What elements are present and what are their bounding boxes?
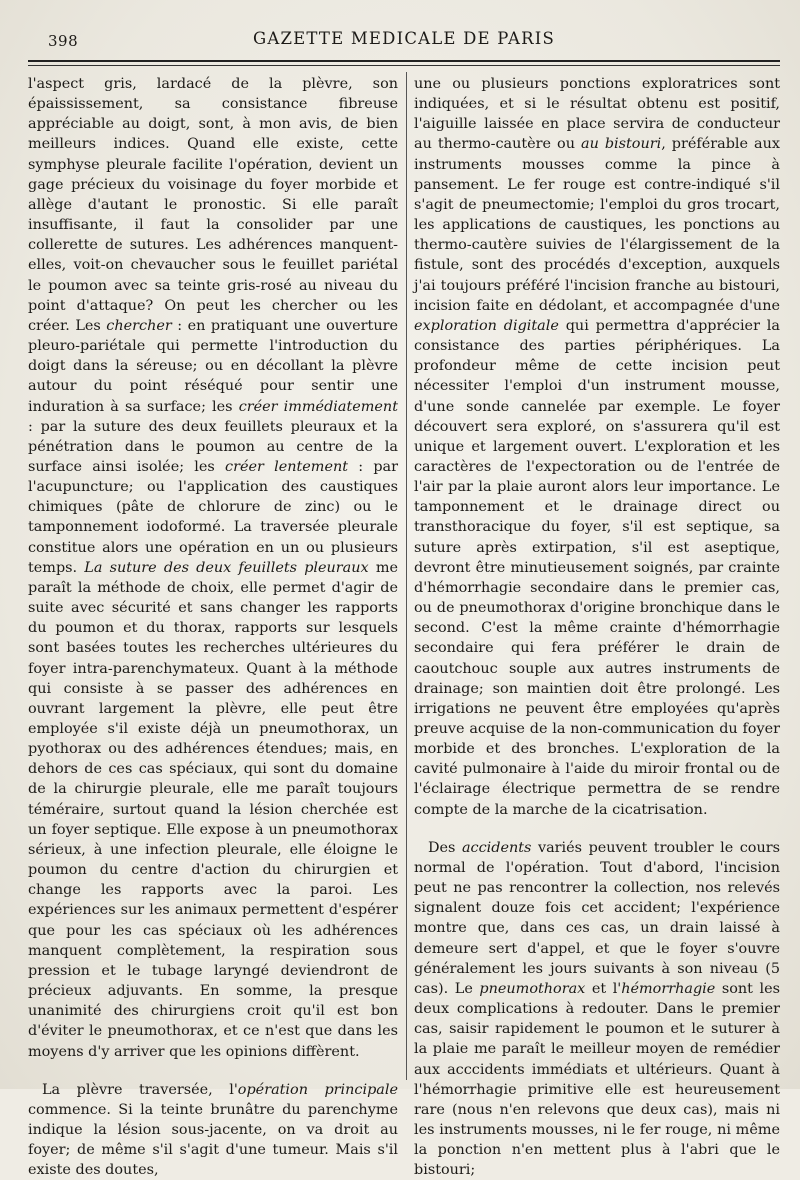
text-run: une ou plusieurs ponctions exploratrices sont indiquées, et si le résultat obtenu est positif, l'aiguille laissée en place servira de conducteur au thermo-cautère ou bbox=[414, 76, 780, 153]
paragraph bbox=[28, 1080, 398, 1180]
italic-text: La suture des deux feuillets pleuraux bbox=[84, 559, 369, 576]
right-column bbox=[414, 74, 780, 1180]
text-run: et l' bbox=[585, 980, 622, 997]
paragraph bbox=[28, 74, 398, 1062]
italic-text: accidents bbox=[461, 839, 532, 856]
italic-text: au bistouri bbox=[580, 136, 662, 153]
text-run: La plèvre traversée, l' bbox=[42, 1081, 238, 1098]
text-run: l'aspect gris, lardacé de la plèvre, son épaississement, sa consistance fibreuse appréciable au doigt, sont, à mon avis, de bien meilleurs indices. Quand elle existe, cette symphyse pleurale facilite l'opération, devient un gage précieux du voisinage du foyer morbide et allège d'autant le pronostic. Si elle paraît insuffisante, il faut la consolider par une collerette de sutures. Les adhérences manquent-elles, voit-on chevaucher sous le feuillet pariétal le poumon avec sa teinte gris-rosé au niveau du point d'attaque? On peut les chercher ou les créer. Les bbox=[28, 76, 398, 334]
page-header bbox=[26, 22, 782, 58]
journal-title: GAZETTE MEDICALE DE PARIS bbox=[253, 29, 555, 48]
text-run: variés peuvent troubler le cours normal de l'opération. Tout d'abord, l'incision peut ne pas rencontrer la collection, nos relevés signalent douze fois cet accident; l'expérience montre que, dans ces cas, un drain laissé à demeure sert d'appel, et que le foyer s'ouvre généralement les jours suivants à son niveau (5 cas). Le bbox=[414, 839, 781, 997]
text-run: : en pratiquant une ouverture pleuro-pariétale qui permette l'introduction du doigt dans la séreuse; ou en décollant la plèvre autour du point réséqué pour sentir une induration à sa surface; les bbox=[28, 317, 398, 415]
page-number: 398 bbox=[48, 32, 79, 50]
paragraph bbox=[414, 74, 780, 820]
text-run: : par la suture des deux feuillets pleuraux et la pénétration dans le poumon au centre de la surface ainsi isolée; les bbox=[28, 418, 398, 475]
italic-text: pneumothorax bbox=[479, 980, 586, 997]
left-column bbox=[28, 74, 398, 1180]
paragraph bbox=[414, 838, 780, 1180]
italic-text: hémorrhagie bbox=[621, 980, 716, 997]
text-run: me paraît la méthode de choix, elle permet d'agir de suite avec sécurité et sans changer les rapports du poumon et du thorax, rapports sur lesquels sont basées toutes les recherches ultérieures du foyer intra-parenchymateux. Quant à la méthode qui consiste à se passer des adhérences en ouvrant largement la plèvre, elle peut être employée s'il existe déjà un pneumothorax, un pyothorax ou des adhérences étendues; mais, en dehors de ces cas spéciaux, qui sont du domaine de la chirurgie pleurale, elle me paraît toujours téméraire, surtout quand la lésion cherchée est un foyer septique. Elle expose à un pneumothorax sérieux, à une infection pleurale, elle éloigne le poumon du centre d'action du chirurgien et change les rapports avec la paroi. Les expériences sur les animaux permettent d'espérer que pour les cas spéciaux où les adhérences manquent complètement, la respiration sous pression et le tubage laryngé deviendront de précieux adjuvants. En somme, la presque unanimité des chirurgiens croit qu'il est bon d'éviter le pneumothorax, et ce n'est que dans les moyens d'y arriver que les opinions diffèrent. bbox=[28, 559, 398, 1060]
text-run: : par l'acupuncture; ou l'application des caustiques chimiques (pâte de chlorure de zinc) ou le tamponnement iodoformé. La traversée pleurale constitue alors une opération en un ou plusieurs temps. bbox=[28, 458, 399, 576]
italic-text: chercher bbox=[106, 317, 172, 334]
italic-text: créer immédiatement bbox=[238, 398, 398, 415]
italic-text: exploration digitale bbox=[414, 317, 559, 334]
column-divider bbox=[406, 72, 407, 1080]
header-rule-thin bbox=[28, 65, 780, 66]
italic-text: opération principale bbox=[237, 1081, 398, 1098]
text-run: , préférable aux instruments mousses comme la pince à pansement. Le fer rouge est contre-indiqué s'il s'agit de pneumectomie; l'emploi du gros trocart, les applications de caustiques, les ponctions au thermo-cautère suivies de l'élargissement de la fistule, sont des procédés d'exception, auxquels j'ai toujours préféré l'incision franche au bistouri, incision faite en dédolant, et accompagnée d'une bbox=[414, 136, 780, 314]
text-run: sont les deux complications à redouter. Dans le premier cas, saisir rapidement le poumon et le suturer à la plaie me paraît le meilleur moyen de remédier aux acccidents immédiats et ultérieurs. Quant à l'hémorrhagie primitive elle est heureusement rare (nous n'en relevons que deux cas), mais ni les instruments mousses, ni le fer rouge, ni même la ponction n'en mettent plus à l'abri que le bistouri; bbox=[414, 980, 780, 1179]
text-run: Des bbox=[428, 839, 462, 856]
italic-text: créer lentement bbox=[225, 458, 349, 475]
header-rule bbox=[28, 60, 780, 62]
text-run: commence. Si la teinte brunâtre du parenchyme indique la lésion sous-jacente, on va droit au foyer; de même s'il s'agit d'une tumeur. Mais s'il existe des doutes, bbox=[28, 1101, 398, 1179]
text-run: qui permettra d'apprécier la consistance des parties périphériques. La profondeur même de cette incision peut nécessiter l'emploi d'un instrument mousse, d'une sonde cannelée par exemple. Le foyer découvert sera exploré, on s'assurera qu'il est unique et largement ouvert. L'exploration et les caractères de l'expectoration ou de l'entrée de l'air par la plaie auront alors leur importance. Le tamponnement et le drainage direct ou transthoracique du foyer, s'il est septique, sa suture après extirpation, s'il est aseptique, devront être minutieusement soignés, par crainte d'hémorrhagie secondaire dans le premier cas, ou de pneumothorax d'origine bronchique dans le second. C'est la même crainte d'hémorrhagie secondaire qui fera préférer le drain de caoutchouc souple aux autres instruments de drainage; son maintien doit être prolongé. Les irrigations ne peuvent être employées qu'après preuve acquise de la non-communication du foyer morbide et des bronches. L'exploration de la cavité pulmonaire à l'aide du miroir frontal ou de l'éclairage électrique permettra de se rendre compte de la marche de la cicatrisation. bbox=[414, 317, 780, 818]
